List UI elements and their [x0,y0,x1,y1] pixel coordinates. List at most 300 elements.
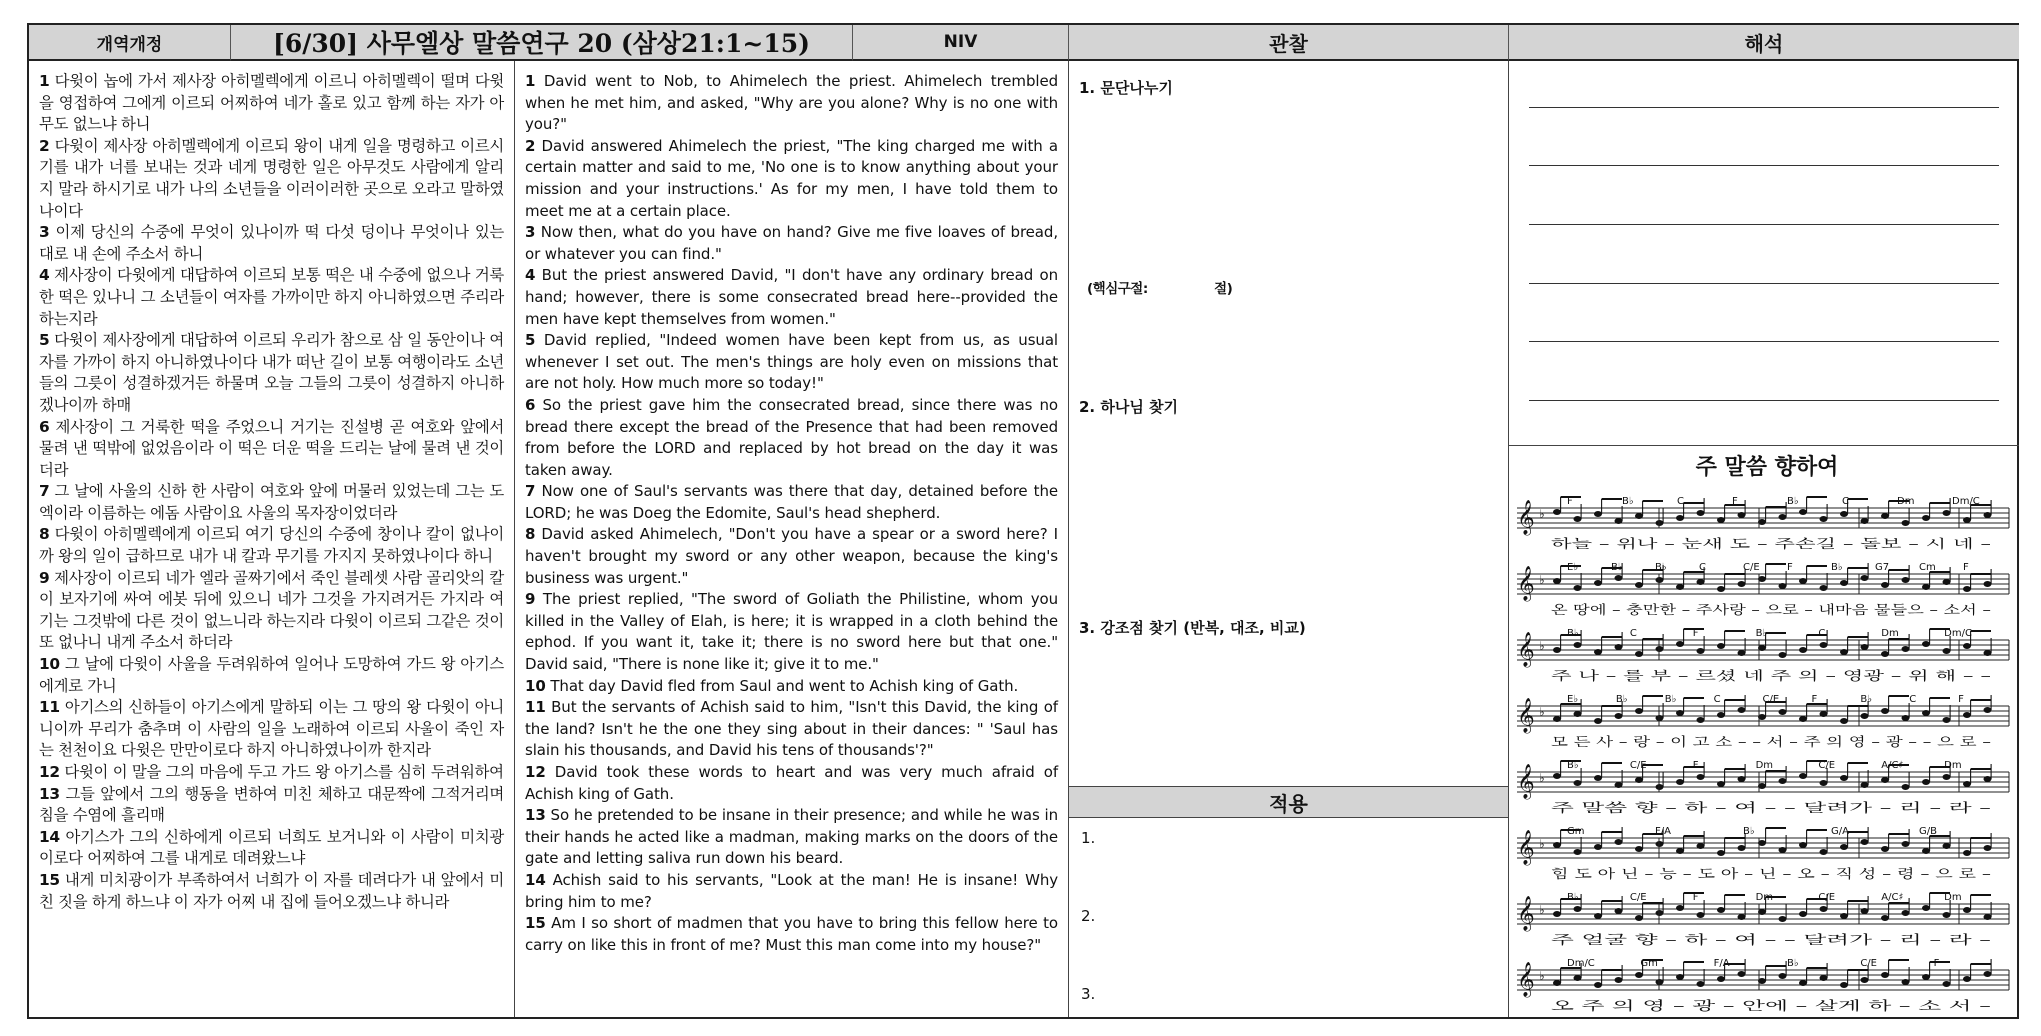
header-observation: 관찰 [1069,25,1509,61]
verse-number: 8 [525,525,536,544]
music-note [1553,911,1561,917]
music-note [1594,580,1602,586]
music-note [1594,775,1602,781]
music-note [1717,781,1725,787]
writing-line [1529,107,1999,108]
verse-number: 13 [525,806,546,825]
music-note [1697,843,1705,849]
music-staff-row [1517,760,2009,815]
music-note [1574,906,1582,912]
music-note [1676,710,1684,716]
verse-text: That day David fled from Saul and went to Achish king of Gath. [545,676,1019,695]
music-note [1697,579,1705,585]
song-lyric-line: 오 주 의 영 – 광 – 안에 – 살게 하 – 소 서 – [1551,998,1991,1013]
chord-symbol: C/E [1629,892,1647,903]
verse [525,395,1058,481]
music-note [1984,581,1992,587]
chord-symbol: Dm [1755,760,1774,771]
music-note [1943,843,1951,849]
treble-clef-icon: 𝄞 [1517,500,1535,535]
chord-symbol: B♭ [1611,562,1623,573]
chord-symbol: F [1692,892,1699,903]
music-note [1635,708,1643,714]
chord-symbol: C [1909,694,1917,705]
chord-symbol: C/E [1860,958,1878,969]
verse [39,71,504,136]
song-lyric-line: 힘 도 아 닌 – 능 – 도 아 – 닌 – 오 – 직 성 – 령 – 으 로 – [1551,866,1991,881]
music-note [1717,586,1725,592]
chord-symbol: B♭ [1755,628,1768,639]
music-note [1738,581,1746,587]
observation-find-god: 2. 하나님 찾기 [1079,398,1179,416]
music-note [1840,982,1848,988]
treble-clef-icon: 𝄞 [1517,764,1535,799]
verse-text: 그 날에 다윗이 사울을 두려워하여 일어나 도망하여 가드 왕 아기스에게로 가니 [39,655,504,695]
verse-text: 제사장이 그 거룩한 떡을 주었으니 거기는 진설병 곧 여호와 앞에서 물려 낸 떡밖에 없었음이라 이 떡은 더운 떡을 드리는 날에 물려 낸 것이더라 [39,417,504,479]
music-note [1861,782,1869,788]
music-note [1697,774,1705,780]
verse-number: 7 [525,482,536,501]
core-verse-suffix: 절) [1214,281,1233,297]
verse-number: 1 [525,72,536,90]
verse [39,330,504,416]
music-note [1615,908,1623,914]
music-note [1779,916,1787,922]
flat-icon: ♭ [1539,969,1545,983]
music-note [1922,584,1930,590]
chord-symbol: A/C♯ [1881,892,1904,903]
chord-symbol: B♭ [1615,694,1628,705]
music-note [1984,707,1992,713]
music-note [1922,710,1930,716]
chord-symbol: Cm [1919,562,1936,573]
song-lyric-line: 주 얼굴 향 – 하 – 여 – – 달려가 – 리 – 라 – [1551,932,1991,947]
verse [39,762,504,784]
chord-symbol: B♭ [1622,496,1634,507]
music-note [1553,647,1561,653]
music-note [1553,842,1561,848]
page-title: [6/30] 사무엘상 말씀연구 20 (삼상21:1~15) [231,25,853,61]
music-note [1881,708,1889,714]
music-note [1840,775,1848,781]
song-lyric-line: 온 땅에 – 충만한 – 주사랑 – 으로 – 내마음 물들으 – 소서 – [1551,602,1991,617]
verse-number: 14 [525,870,546,889]
verse-number: 14 [39,827,60,846]
chord-symbol: C [1713,694,1721,705]
music-note [1840,844,1848,850]
music-note [1820,849,1828,855]
music-note [1881,651,1889,657]
verse-text: 그 날에 사울의 신하 한 사람이 여호와 앞에 머물러 있었는데 그는 도엑이라 이름하는 에돔 사람이요 사울의 목자장이었더라 [39,482,504,522]
chord-symbol: B♭ [1567,760,1579,771]
music-note [1738,845,1746,851]
flat-icon: ♭ [1539,705,1545,719]
music-note [1943,981,1951,987]
verse-text: David replied, "Indeed women have been kept from us, as usual whenever I set out. The men's things are holy even on missions that are not holy. How much more so today!" [525,331,1058,393]
verse-text: David answered Ahimelech the priest, "The king charged me with a certain matter and said to me, 'No one is to know anything about your mission and your instructions.' As for my men, I have told them to meet me at a certain place. [525,136,1058,220]
verse [39,827,504,870]
music-note [1717,850,1725,856]
verse-text: The priest replied, "The sword of Goliath the Philistine, whom you killed in the Valley of Elah, is here; it is wrapped in a cloth behind the ephod. If you want it, take it; there is no sword here but that one." David said, "There is none like it; give it to me." [525,590,1058,674]
chord-symbol: C/E [1629,760,1647,771]
verse-text: David took these words to heart and was very much afraid of Achish king of Gath. [525,763,1058,803]
music-note [1574,975,1582,981]
chord-symbol: C [1629,628,1637,639]
verse-text: 이제 당신의 수중에 무엇이 있나이까 떡 다섯 덩이나 무엇이나 있는 대로 내 손에 주소서 하니 [39,223,504,263]
header-korean-version: 개역개정 [29,25,231,61]
music-note [1922,848,1930,854]
song-lyric-line: 하늘 – 위나 – 눈새 도 – 주손길 – 돌보 – 시 네 – [1551,536,1991,551]
music-note [1922,974,1930,980]
treble-clef-icon: 𝄞 [1517,566,1535,601]
music-note [1902,979,1910,985]
chord-symbol: B♭ [1743,826,1755,837]
verse-text: David asked Ahimelech, "Don't you have a spear or a sword here? I haven't brought my sword or any other weapon, because the king's business was urgent." [525,525,1058,587]
chord-symbol: F [1811,694,1818,705]
music-note [1922,905,1930,911]
verse [39,870,504,913]
chord-symbol: G7 [1875,562,1890,573]
verse [39,654,504,697]
music-note [1943,912,1951,918]
music-note [1820,906,1828,912]
application-item-1: 1. [1081,829,1096,847]
music-note [1779,973,1787,979]
music-note [1840,511,1848,517]
chord-symbol: C [1842,496,1849,507]
verse-text: 제사장이 다윗에게 대답하여 이르되 보통 떡은 내 수중에 없으나 거룩한 떡은 있나니 그 소년들이 여자를 가까이만 하지 아니하였으면 주리라 하는지라 [39,266,504,328]
music-note [1779,583,1787,589]
music-note [1738,914,1746,920]
music-note [1861,518,1869,524]
verse-number: 11 [39,698,60,717]
music-note [1594,913,1602,919]
verse-number: 6 [39,417,50,436]
chord-symbol: B♭ [1664,694,1677,705]
music-note [1635,846,1643,852]
music-note [1963,586,1971,592]
music-note [1635,777,1643,783]
music-note [1943,774,1951,780]
verse-text: David went to Nob, to Ahimelech the priest. Ahimelech trembled when he met him, and asked, "Why are you alone? Why is no one with you?" [525,72,1058,134]
music-staff-row [1517,694,2009,749]
music-note [1676,974,1684,980]
music-staff-row [1517,496,2009,551]
song-sheet-music [1509,445,2019,1017]
chord-symbol: C [1677,496,1684,507]
music-note [1820,711,1828,717]
music-note [1963,907,1971,913]
music-note [1861,575,1869,581]
music-note [1697,981,1705,987]
treble-clef-icon: 𝄞 [1517,830,1535,865]
english-verse-list [515,61,1068,956]
music-note [1717,907,1725,913]
core-verse-prefix: (핵심구절: [1087,281,1148,297]
song-lyric-line: 주 말씀 향 – 하 – 여 – – 달려가 – 리 – 라 – [1551,800,1991,815]
chord-symbol: Dm [1755,892,1774,903]
music-note [1799,773,1807,779]
treble-clef-icon: 𝄞 [1517,632,1535,667]
music-note [1902,520,1910,526]
music-note [1594,649,1602,655]
chord-symbol: F [1692,628,1699,639]
music-note [1738,650,1746,656]
verse-number: 4 [39,266,50,285]
verse-number: 10 [525,676,546,695]
verse [525,330,1058,395]
verse-number: 9 [39,568,50,587]
chord-symbol: C/E [1818,760,1836,771]
music-note [1922,641,1930,647]
observation-paragraph-division: 1. 문단나누기 [1079,79,1173,97]
chord-symbol: F/A [1713,958,1730,969]
verse-text: 내게 미치광이가 부족하여서 너희가 이 자를 데려다가 내 앞에서 미친 짓을 하게 하느냐 이 자가 어찌 내 집에 들어오겠느냐 하니라 [39,870,504,911]
writing-line [1529,224,1999,225]
observation-find-emphasis: 3. 강조점 찾기 (반복, 대조, 비교) [1079,619,1306,637]
music-staff-row [1517,826,2009,881]
music-note [1799,647,1807,653]
music-note [1676,848,1684,854]
music-note [1984,776,1992,782]
music-note [1717,643,1725,649]
music-staff-row [1517,562,2009,617]
music-note [1902,577,1910,583]
flat-icon: ♭ [1539,837,1545,851]
music-note [1881,777,1889,783]
chord-symbol: C/E [1818,892,1836,903]
verse-text: But the priest answered David, "I don't have any ordinary bread on hand; however, there is some consecrated bread here--provided the men have kept themselves from women." [525,266,1058,328]
music-note [1881,972,1889,978]
music-note [1615,713,1623,719]
music-note [1902,646,1910,652]
chord-symbol: Gm [1640,958,1658,969]
verse [525,265,1058,330]
verse-number: 9 [525,590,536,609]
music-note [1963,643,1971,649]
verse-text: 다윗이 제사장에게 대답하여 이르되 우리가 참으로 삼 일 동안이나 여자를 가까이 하지 아니하였나이다 내가 떠난 길이 보통 여행이라도 소년들의 그릇이 성결하겠거든 하물며 오늘 그들의 그릇이 성결하지 아니하겠나이까 하매 [39,331,504,414]
music-note [1635,513,1643,519]
music-note [1574,780,1582,786]
treble-clef-icon: 𝄞 [1517,698,1535,733]
music-note [1676,584,1684,590]
music-note [1881,582,1889,588]
music-note [1553,716,1561,722]
music-note [1902,841,1910,847]
chord-symbol: B♭ [1567,892,1579,903]
chord-symbol: F [1787,562,1793,573]
chord-symbol: E♭ [1567,562,1579,573]
english-text-column [515,61,1069,1017]
music-note [1635,972,1643,978]
music-note [1799,980,1807,986]
music-note [1594,844,1602,850]
music-note [1943,648,1951,654]
music-note [1779,652,1787,658]
writing-line [1529,400,1999,401]
music-note [1574,516,1582,522]
music-note [1779,709,1787,715]
verse [525,870,1058,913]
chord-symbol: C/E [1743,562,1760,573]
verse-number: 10 [39,655,60,674]
verse-number: 3 [525,223,536,242]
chord-symbol: F [1732,496,1738,507]
music-note [1594,511,1602,517]
verse [525,71,1058,136]
music-note [1615,644,1623,650]
music-note [1984,914,1992,920]
chord-symbol: C [1818,628,1826,639]
verse-number: 6 [525,395,536,414]
music-note [1840,649,1848,655]
music-note [1881,513,1889,519]
music-note [1779,778,1787,784]
chord-symbol: F [1567,496,1573,507]
verse-number: 15 [525,914,546,933]
music-note [1553,773,1561,779]
music-note [1943,579,1951,585]
music-note [1676,779,1684,785]
music-note [1963,850,1971,856]
interpretation-column [1509,61,2019,1017]
chord-symbol: B♭ [1787,958,1799,969]
music-note [1861,644,1869,650]
chord-symbol: G/B [1919,826,1937,837]
music-note [1984,512,1992,518]
verse [39,222,504,265]
chord-symbol: B♭ [1567,628,1579,639]
music-note [1717,976,1725,982]
chord-symbol: Dm/C [1944,628,1972,639]
chord-symbol: C [1699,562,1706,573]
chord-symbol: G/A [1831,826,1849,837]
worksheet [27,23,2019,1019]
music-staff-row [1517,958,2009,1013]
verse-text: Now one of Saul's servants was there that day, detained before the LORD; he was Doeg the Edomite, Saul's head shepherd. [525,482,1058,522]
verse [525,589,1058,675]
chord-symbol: Dm [1944,892,1962,903]
music-note [1799,716,1807,722]
chord-symbol: B♭ [1655,562,1667,573]
flat-icon: ♭ [1539,903,1545,917]
music-note [1861,977,1869,983]
music-note [1738,707,1746,713]
verse-number: 3 [39,223,50,242]
verse-number: 4 [525,266,536,285]
music-note [1635,915,1643,921]
music-note [1963,781,1971,787]
verse [525,762,1058,805]
verse [525,136,1058,222]
chord-symbol: Dm [1881,628,1899,639]
music-note [1820,642,1828,648]
chord-symbol: F [1933,958,1940,969]
song-lyric-line: 주 나 – 를 부 – 르셨 네 주 의 – 영광 – 위 해 – – [1551,668,1991,683]
music-note [1902,910,1910,916]
verse [39,417,504,482]
music-note [1574,849,1582,855]
music-note [1820,975,1828,981]
chord-symbol: Dm/C [1567,958,1595,969]
music-note [1615,518,1623,524]
music-note [1861,839,1869,845]
chord-symbol: F/A [1655,826,1671,837]
music-note [1840,718,1848,724]
music-note [1820,585,1828,591]
music-note [1594,982,1602,988]
song-lyric-line: 모 든 사 – 랑 – 이 고 소 – – 서 – 주 의 영 – 광 – – 으 로 – [1551,734,1991,749]
music-note [1861,908,1869,914]
chord-symbol: B♭ [1860,694,1872,705]
music-staff-row [1517,628,2009,683]
verse-text: So the priest gave him the consecrated bread, since there was no bread there except the bread of the Presence that had been removed from before the LORD and replaced by hot bread on the day it was taken away. [525,395,1058,479]
core-verse-label [1087,277,1232,297]
application-item-2: 2. [1081,907,1096,925]
flat-icon: ♭ [1539,573,1545,587]
verse-number: 2 [39,136,50,155]
music-note [1553,578,1561,584]
verse-text: So he pretended to be insane in their presence; and while he was in their hands he acted like a madman, making marks on the doors of the gate and letting saliva run down his beard. [525,806,1058,868]
music-note [1984,845,1992,851]
flat-icon: ♭ [1539,507,1545,521]
flat-icon: ♭ [1539,771,1545,785]
music-note [1963,712,1971,718]
verse-number: 7 [39,482,50,501]
verse [525,805,1058,870]
chord-symbol: B♭ [1831,562,1843,573]
music-note [1779,847,1787,853]
music-note [1738,512,1746,518]
verse-number: 15 [39,870,60,889]
verse [525,697,1058,762]
writing-line [1529,165,1999,166]
music-note [1881,915,1889,921]
music-note [1881,846,1889,852]
verse [525,913,1058,956]
music-note [1635,651,1643,657]
verse-number: 5 [525,331,536,350]
verse-text: 다윗이 제사장 아히멜렉에게 이르되 왕이 내게 일을 명령하고 이르시기를 내가 너를 보내는 것과 네게 명령한 일은 아무것도 사람에게 알리지 말라 하시기로 내가 나의 소년들을 이러이러한 곳으로 오라고 말하였나이다 [39,136,504,220]
music-note [1943,510,1951,516]
verse [39,784,504,827]
treble-clef-icon: 𝄞 [1517,962,1535,997]
music-note [1738,776,1746,782]
music-note [1676,905,1684,911]
music-note [1840,913,1848,919]
chord-symbol: F [1958,694,1964,705]
music-note [1738,971,1746,977]
music-note [1717,517,1725,523]
music-note [1574,711,1582,717]
header-english-version: NIV [853,25,1069,61]
verse-text: 아기스가 그의 신하에게 이르되 너희도 보거니와 이 사람이 미치광이로다 어찌하여 그를 내게로 데려왔느냐 [39,827,504,868]
music-note [1615,575,1623,581]
chord-symbol: Dm/C [1952,496,1980,507]
sheet-music-score [1509,446,2019,1017]
music-note [1840,580,1848,586]
application-header: 적용 [1069,786,1508,818]
chord-symbol: C/E [1762,694,1780,705]
music-note [1717,712,1725,718]
music-note [1553,509,1561,515]
music-note [1676,515,1684,521]
verse-number: 11 [525,698,546,717]
flat-icon: ♭ [1539,639,1545,653]
verse-number: 1 [39,72,50,90]
chord-symbol: Gm [1567,826,1585,837]
verse-number: 12 [525,763,546,781]
